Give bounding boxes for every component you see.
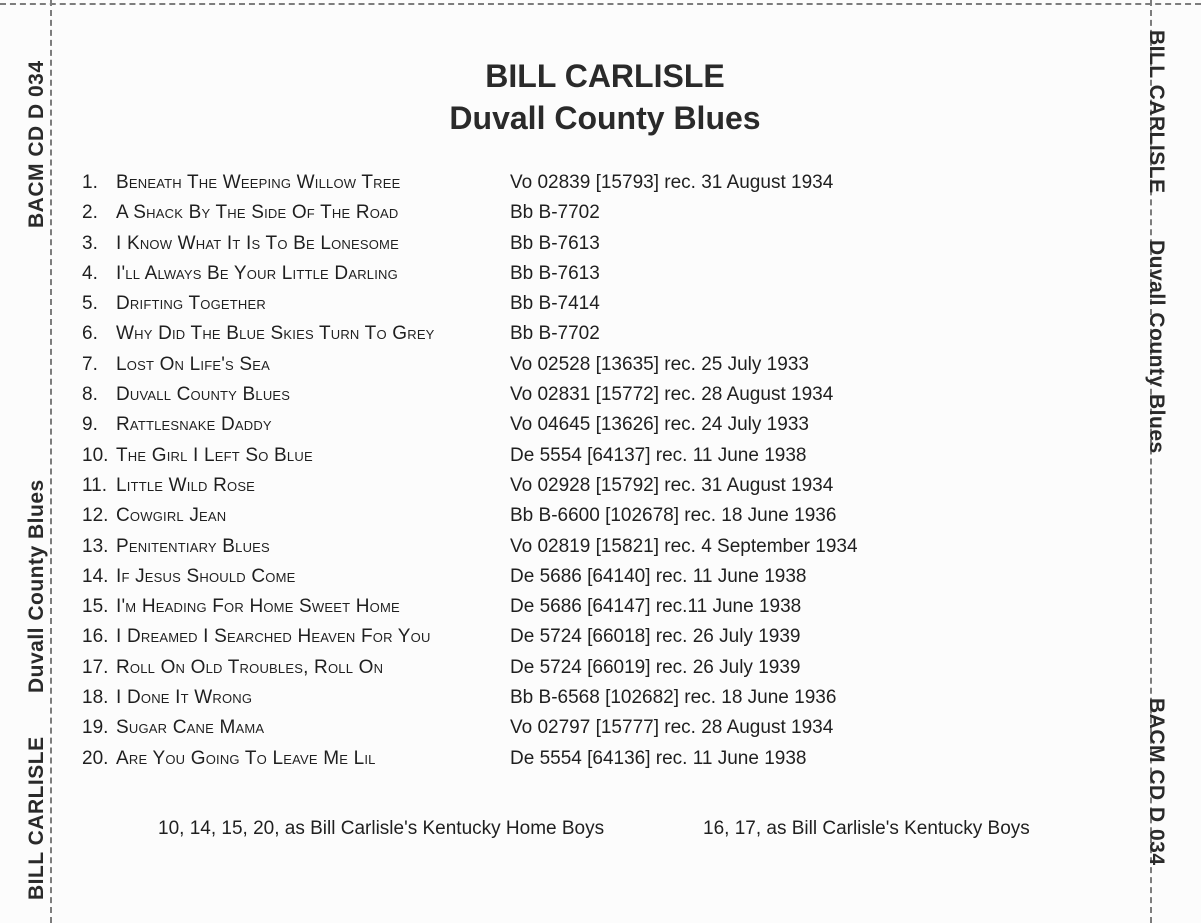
left-spine-album: Duvall County Blues xyxy=(25,479,48,693)
track-recording-info: Bb B-7613 xyxy=(510,262,600,284)
track-number: 2. xyxy=(82,202,98,224)
track-row xyxy=(82,198,922,228)
track-title: Sugar Cane Mama xyxy=(116,717,265,739)
track-title: Duvall County Blues xyxy=(116,384,291,406)
track-row xyxy=(82,410,922,440)
track-recording-info: De 5554 [64137] rec. 11 June 1938 xyxy=(510,444,807,466)
track-number: 20. xyxy=(82,747,109,769)
right-spine-catalog: BACM CD D 034 xyxy=(1145,698,1168,866)
track-recording-info: Bb B-7702 xyxy=(510,202,600,224)
track-row xyxy=(82,350,922,380)
track-number: 5. xyxy=(82,293,98,315)
track-row xyxy=(82,168,922,198)
track-title: I Know What It Is To Be Lonesome xyxy=(116,232,399,254)
track-number: 13. xyxy=(82,535,109,557)
track-title: Roll On Old Troubles, Roll On xyxy=(116,656,384,678)
track-number: 17. xyxy=(82,656,109,678)
track-list xyxy=(82,168,922,774)
track-title: The Girl I Left So Blue xyxy=(116,444,313,466)
track-recording-info: Bb B-6568 [102682] rec. 18 June 1936 xyxy=(510,687,837,709)
track-row xyxy=(82,532,922,562)
right-spine-artist: BILL CARLISLE xyxy=(1145,30,1168,194)
track-number: 18. xyxy=(82,687,109,709)
track-number: 1. xyxy=(82,172,98,193)
track-recording-info: Bb B-6600 [102678] rec. 18 June 1936 xyxy=(510,505,837,527)
track-title: I Dreamed I Searched Heaven For You xyxy=(116,626,431,648)
track-row xyxy=(82,501,922,531)
track-row xyxy=(82,319,922,349)
track-row xyxy=(82,683,922,713)
track-row xyxy=(82,713,922,743)
track-number: 15. xyxy=(82,596,109,618)
track-title: Little Wild Rose xyxy=(116,474,256,496)
artist-title: BILL CARLISLE xyxy=(485,58,725,94)
track-recording-info: Vo 04645 [13626] rec. 24 July 1933 xyxy=(510,414,809,436)
right-spine-album: Duvall County Blues xyxy=(1145,240,1168,454)
track-recording-info: De 5554 [64136] rec. 11 June 1938 xyxy=(510,747,807,769)
top-cut-line xyxy=(0,3,1201,5)
track-title: Why Did The Blue Skies Turn To Grey xyxy=(116,323,435,345)
track-title: I Done It Wrong xyxy=(116,687,253,709)
track-row xyxy=(82,441,922,471)
track-recording-info: Vo 02797 [15777] rec. 28 August 1934 xyxy=(510,717,834,739)
track-title: Rattlesnake Daddy xyxy=(116,414,272,436)
track-row xyxy=(82,744,922,774)
track-number: 11. xyxy=(82,474,108,496)
track-recording-info: Vo 02528 [13635] rec. 25 July 1933 xyxy=(510,353,809,375)
track-recording-info: Vo 02839 [15793] rec. 31 August 1934 xyxy=(510,172,834,193)
track-recording-info: De 5686 [64140] rec. 11 June 1938 xyxy=(510,565,807,587)
track-row xyxy=(82,622,922,652)
track-row xyxy=(82,653,922,683)
track-row xyxy=(82,380,922,410)
track-number: 3. xyxy=(82,232,98,254)
footnote-home-boys: 10, 14, 15, 20, as Bill Carlisle's Kentucky Home Boys xyxy=(158,818,605,839)
track-title: If Jesus Should Come xyxy=(116,565,296,587)
album-title: Duvall County Blues xyxy=(449,100,761,136)
track-title: I'll Always Be Your Little Darling xyxy=(116,262,398,284)
track-number: 8. xyxy=(82,384,98,406)
track-title: I'm Heading For Home Sweet Home xyxy=(116,596,400,618)
track-recording-info: Vo 02928 [15792] rec. 31 August 1934 xyxy=(510,474,834,496)
track-title: Lost On Life's Sea xyxy=(116,353,270,375)
left-spine-fold-line xyxy=(50,0,52,923)
track-number: 16. xyxy=(82,626,109,648)
track-number: 7. xyxy=(82,353,98,375)
track-number: 10. xyxy=(82,444,109,466)
track-number: 9. xyxy=(82,414,98,436)
track-row xyxy=(82,229,922,259)
track-number: 14. xyxy=(82,565,109,587)
track-title: A Shack By The Side Of The Road xyxy=(116,202,399,224)
track-recording-info: De 5724 [66019] rec. 26 July 1939 xyxy=(510,656,801,678)
track-recording-info: Vo 02819 [15821] rec. 4 September 1934 xyxy=(510,535,858,557)
track-number: 4. xyxy=(82,262,98,284)
track-recording-info: Bb B-7702 xyxy=(510,323,600,345)
track-row xyxy=(82,471,922,501)
track-recording-info: Bb B-7613 xyxy=(510,232,600,254)
track-recording-info: De 5724 [66018] rec. 26 July 1939 xyxy=(510,626,801,648)
track-recording-info: Bb B-7414 xyxy=(510,293,600,315)
left-spine-artist: BILL CARLISLE xyxy=(25,736,48,900)
left-spine-catalog: BACM CD D 034 xyxy=(25,60,48,228)
track-number: 6. xyxy=(82,323,98,345)
track-title: Are You Going To Leave Me Lil xyxy=(116,747,376,769)
track-number: 12. xyxy=(82,505,109,527)
track-row xyxy=(82,592,922,622)
track-title: Cowgirl Jean xyxy=(116,505,227,527)
track-recording-info: Vo 02831 [15772] rec. 28 August 1934 xyxy=(510,384,834,406)
track-row xyxy=(82,259,922,289)
footnote-kentucky-boys: 16, 17, as Bill Carlisle's Kentucky Boys xyxy=(703,818,1030,839)
track-row xyxy=(82,289,922,319)
track-number: 19. xyxy=(82,717,109,739)
track-title: Drifting Together xyxy=(116,293,266,315)
track-title: Beneath The Weeping Willow Tree xyxy=(116,172,401,193)
track-recording-info: De 5686 [64147] rec.11 June 1938 xyxy=(510,596,802,618)
track-row xyxy=(82,562,922,592)
track-title: Penitentiary Blues xyxy=(116,535,270,557)
